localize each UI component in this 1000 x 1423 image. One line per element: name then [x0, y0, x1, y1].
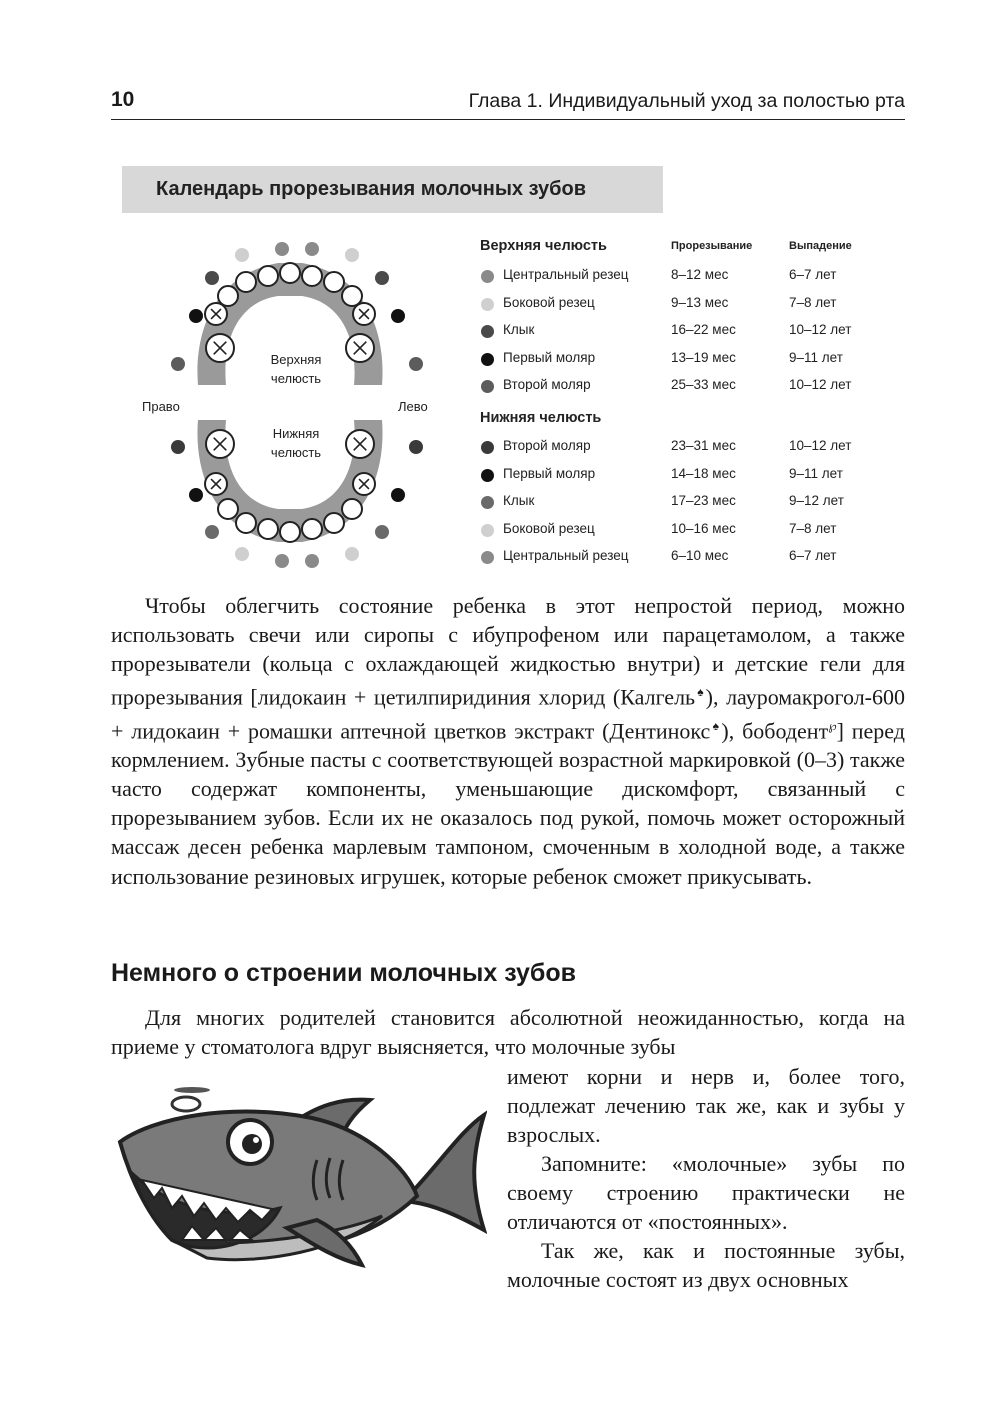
tooth-legend-dot [189, 309, 203, 323]
tooth-legend-dot [275, 242, 289, 256]
calendar-title: Календарь прорезывания молочных зубов [122, 166, 663, 213]
running-title: Глава 1. Индивидуальный уход за полостью рта [468, 90, 905, 112]
tooth-legend-dot [375, 271, 389, 285]
tooth-legend-dot [409, 357, 423, 371]
upper_jaw-legend-dot-4 [481, 380, 494, 393]
upper_jaw-tooth-4: Второй моляр [503, 377, 591, 392]
lower-jaw-heading: Нижняя челюсть [480, 410, 602, 426]
section-heading: Немного о строении молочных зубов [111, 959, 577, 987]
shark-illustration [112, 1080, 487, 1290]
page-number: 10 [111, 88, 135, 111]
teeth-diagram [120, 230, 460, 580]
tooth-legend-dot [205, 525, 219, 539]
lower_jaw-legend-dot-3 [481, 524, 494, 537]
lower-jaw-label-line1: Нижняя [272, 426, 320, 441]
upper_jaw-legend-dot-1 [481, 298, 494, 311]
upper_jaw-eruption-0: 8–12 мес [671, 267, 729, 282]
tooth [280, 263, 300, 283]
lower_jaw-tooth-1: Первый моляр [503, 465, 596, 481]
upper_jaw-loss-3: 9–11 лет [789, 349, 843, 365]
tooth [236, 513, 256, 533]
tooth-legend-dot [205, 271, 219, 285]
lower_jaw-tooth-0: Второй моляр [503, 438, 591, 453]
tooth-legend-dot [235, 547, 249, 561]
paragraph-structure-intro-continued: имеют корни и нерв и, более того, подлежат лечению так же, как и зубы у взрослых. [507, 1064, 905, 1148]
tooth-legend-dot [275, 554, 289, 568]
paragraph-structure-intro: Для многих родителей становится абсолютной неожиданностью, когда на приеме у стоматолога вдруг выясняется, что молочные зубы [111, 1005, 905, 1060]
lower_jaw-eruption-1: 14–18 мес [671, 465, 736, 481]
lower_jaw-eruption-0: 23–31 мес [671, 438, 736, 453]
upper_jaw-tooth-2: Клык [503, 322, 535, 337]
tooth-legend-dot [171, 440, 185, 454]
lower_jaw-loss-1: 9–11 лет [789, 465, 843, 481]
tooth [218, 499, 238, 519]
upper-jaw-label-line1: Верхняя [270, 352, 322, 367]
upper_jaw-legend-dot-2 [481, 325, 494, 338]
lower_jaw-legend-dot-2 [481, 496, 494, 509]
loss-column-header: Выпадение [789, 240, 852, 252]
upper-jaw-heading: Верхняя челюсть [480, 238, 607, 254]
tooth [302, 266, 322, 286]
paragraph-like-permanent: Так же, как и постоянные зубы, молочные состоят из двух основных [507, 1238, 905, 1293]
lower_jaw-tooth-2: Клык [503, 493, 535, 508]
tooth [324, 513, 344, 533]
eruption-column-header: Прорезывание [671, 240, 753, 252]
tooth [258, 266, 278, 286]
upper_jaw-legend-dot-3 [481, 353, 494, 366]
tooth-legend-dot [345, 248, 359, 262]
lower_jaw-loss-4: 6–7 лет [789, 548, 837, 563]
paragraph-remember: Запомните: «молочные» зубы по своему строению практически не отличаются от «постоянных». [507, 1151, 905, 1235]
tooth-legend-dot [391, 488, 405, 502]
lower_jaw-legend-dot-4 [481, 551, 494, 564]
lower_jaw-eruption-4: 6–10 мес [671, 548, 729, 563]
lower-jaw-label-line2: челюсть [270, 445, 322, 460]
upper_jaw-loss-4: 10–12 лет [789, 377, 852, 392]
lower_jaw-tooth-3: Боковой резец [503, 520, 595, 536]
upper_jaw-tooth-1: Боковой резец [503, 294, 595, 310]
upper_jaw-eruption-1: 9–13 мес [671, 294, 729, 310]
tooth [258, 519, 278, 539]
tooth [342, 499, 362, 519]
lower_jaw-legend-dot-0 [481, 441, 494, 454]
upper_jaw-loss-2: 10–12 лет [789, 322, 852, 337]
right-side-label: Право [142, 399, 180, 414]
lower_jaw-legend-dot-1 [481, 469, 494, 482]
lower_jaw-eruption-3: 10–16 мес [671, 520, 736, 536]
tooth [342, 286, 362, 306]
tooth [302, 519, 322, 539]
tooth-legend-dot [189, 488, 203, 502]
upper_jaw-tooth-3: Первый моляр [503, 349, 596, 365]
tooth [280, 522, 300, 542]
tooth [324, 272, 344, 292]
tooth-legend-dot [375, 525, 389, 539]
upper_jaw-loss-1: 7–8 лет [789, 294, 837, 310]
tooth [218, 286, 238, 306]
upper_jaw-legend-dot-0 [481, 270, 494, 283]
upper-jaw-label-line2: челюсть [270, 371, 322, 386]
lower_jaw-tooth-4: Центральный резец [503, 548, 629, 563]
upper_jaw-eruption-2: 16–22 мес [671, 322, 736, 337]
tooth-legend-dot [345, 547, 359, 561]
tooth-legend-dot [409, 440, 423, 454]
lower_jaw-loss-2: 9–12 лет [789, 493, 844, 508]
upper_jaw-loss-0: 6–7 лет [789, 267, 837, 282]
upper_jaw-tooth-0: Центральный резец [503, 267, 629, 282]
tooth-legend-dot [305, 242, 319, 256]
tooth-legend-dot [171, 357, 185, 371]
lower_jaw-eruption-2: 17–23 мес [671, 493, 736, 508]
left-side-label: Лево [398, 399, 428, 414]
paragraph-teething-relief: Чтобы облегчить состояние ребенка в этот непростой период, можно использовать свечи или сиропы с ибупрофеном или парацетамолом, а также прорезыватели (кольца с охлаждающей жидкостью внутри) и детские гели для прорезывания [лидокаин + цетилпиридиния хлорид (Калгель♠), лауромакрогол-600 + лидокаин + ромашки аптечной цветков экстракт (Дентинокс♠), бободент℘] перед кормлением. Зубные пасты с соответствующей возрастной маркировкой (0–3) также часто содержат компоненты, уменьшающие дискомфорт, связанный с прорезыванием зубов. Если их не оказалось под рукой, помочь может осторожный массаж десен ребенка марлевым тампоном, смоченным в холодной воде, а также использование резиновых игрушек, которые ребенок сможет прикусывать. [111, 593, 905, 889]
upper_jaw-eruption-4: 25–33 мес [671, 377, 736, 392]
header-rule [111, 119, 905, 120]
tooth [236, 272, 256, 292]
lower_jaw-loss-0: 10–12 лет [789, 438, 852, 453]
tooth-legend-dot [391, 309, 405, 323]
upper_jaw-eruption-3: 13–19 мес [671, 349, 736, 365]
tooth-legend-dot [305, 554, 319, 568]
tooth-legend-dot [235, 248, 249, 262]
lower_jaw-loss-3: 7–8 лет [789, 520, 837, 536]
